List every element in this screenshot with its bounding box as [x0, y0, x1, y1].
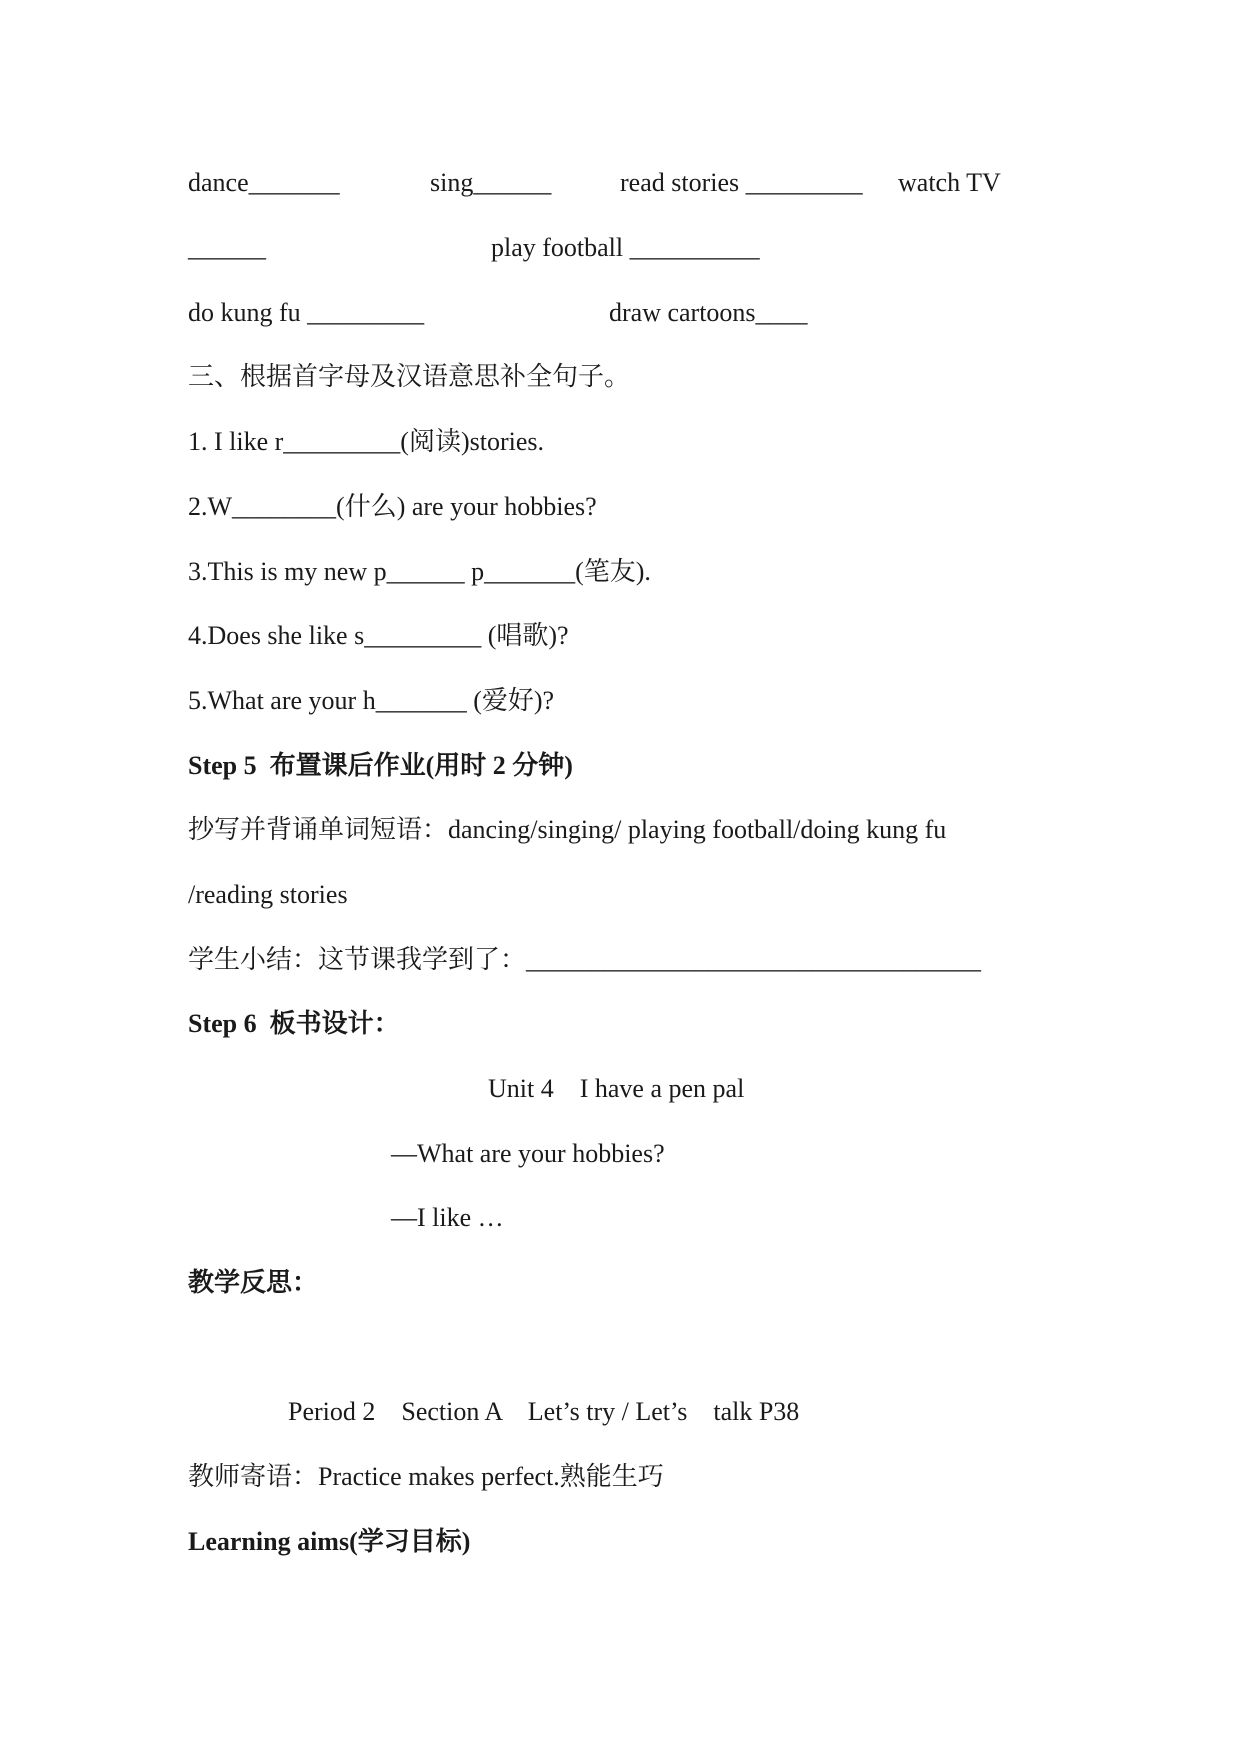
exercise-dance: dance_______: [188, 168, 340, 197]
sentence-3: 3.This is my new p______ p_______(笔友).: [188, 557, 651, 586]
step6-heading: Step 6 板书设计：: [188, 1009, 400, 1038]
reflection-heading: 教学反思：: [188, 1268, 319, 1297]
board-question: —What are your hobbies?: [391, 1139, 665, 1168]
exercise-watch-tv: watch TV: [898, 168, 1001, 197]
sentence-4: 4.Does she like s_________ (唱歌)?: [188, 621, 569, 650]
step5-heading: Step 5 布置课后作业(用时 2 分钟): [188, 751, 573, 780]
teacher-quote: 教师寄语：Practice makes perfect.熟能生巧: [188, 1462, 664, 1491]
sentence-5: 5.What are your h_______ (爱好)?: [188, 686, 555, 715]
exercise-blank: ______: [188, 233, 266, 262]
board-answer: —I like …: [391, 1203, 504, 1232]
learning-aims-heading: Learning aims(学习目标): [188, 1527, 471, 1556]
student-summary: 学生小结：这节课我学到了：___________________________________: [188, 945, 982, 974]
exercise-play-football: play football __________: [491, 233, 760, 262]
sentence-2: 2.W________(什么) are your hobbies?: [188, 492, 597, 521]
sentence-1: 1. I like r_________(阅读)stories.: [188, 427, 545, 456]
exercise-sing: sing______: [430, 168, 552, 197]
exercise-do-kung-fu: do kung fu _________: [188, 298, 425, 327]
exercise-read-stories: read stories _________: [620, 168, 863, 197]
period-title: Period 2 Section A Let’s try / Let’s talk P38: [288, 1397, 800, 1426]
homework-line-2: /reading stories: [188, 880, 348, 909]
exercise-draw-cartoons: draw cartoons____: [609, 298, 808, 327]
homework-line-1: 抄写并背诵单词短语：dancing/singing/ playing football/doing kung fu: [188, 815, 947, 844]
board-title: Unit 4 I have a pen pal: [488, 1074, 745, 1103]
section-three-heading: 三、根据首字母及汉语意思补全句子。: [188, 362, 631, 391]
